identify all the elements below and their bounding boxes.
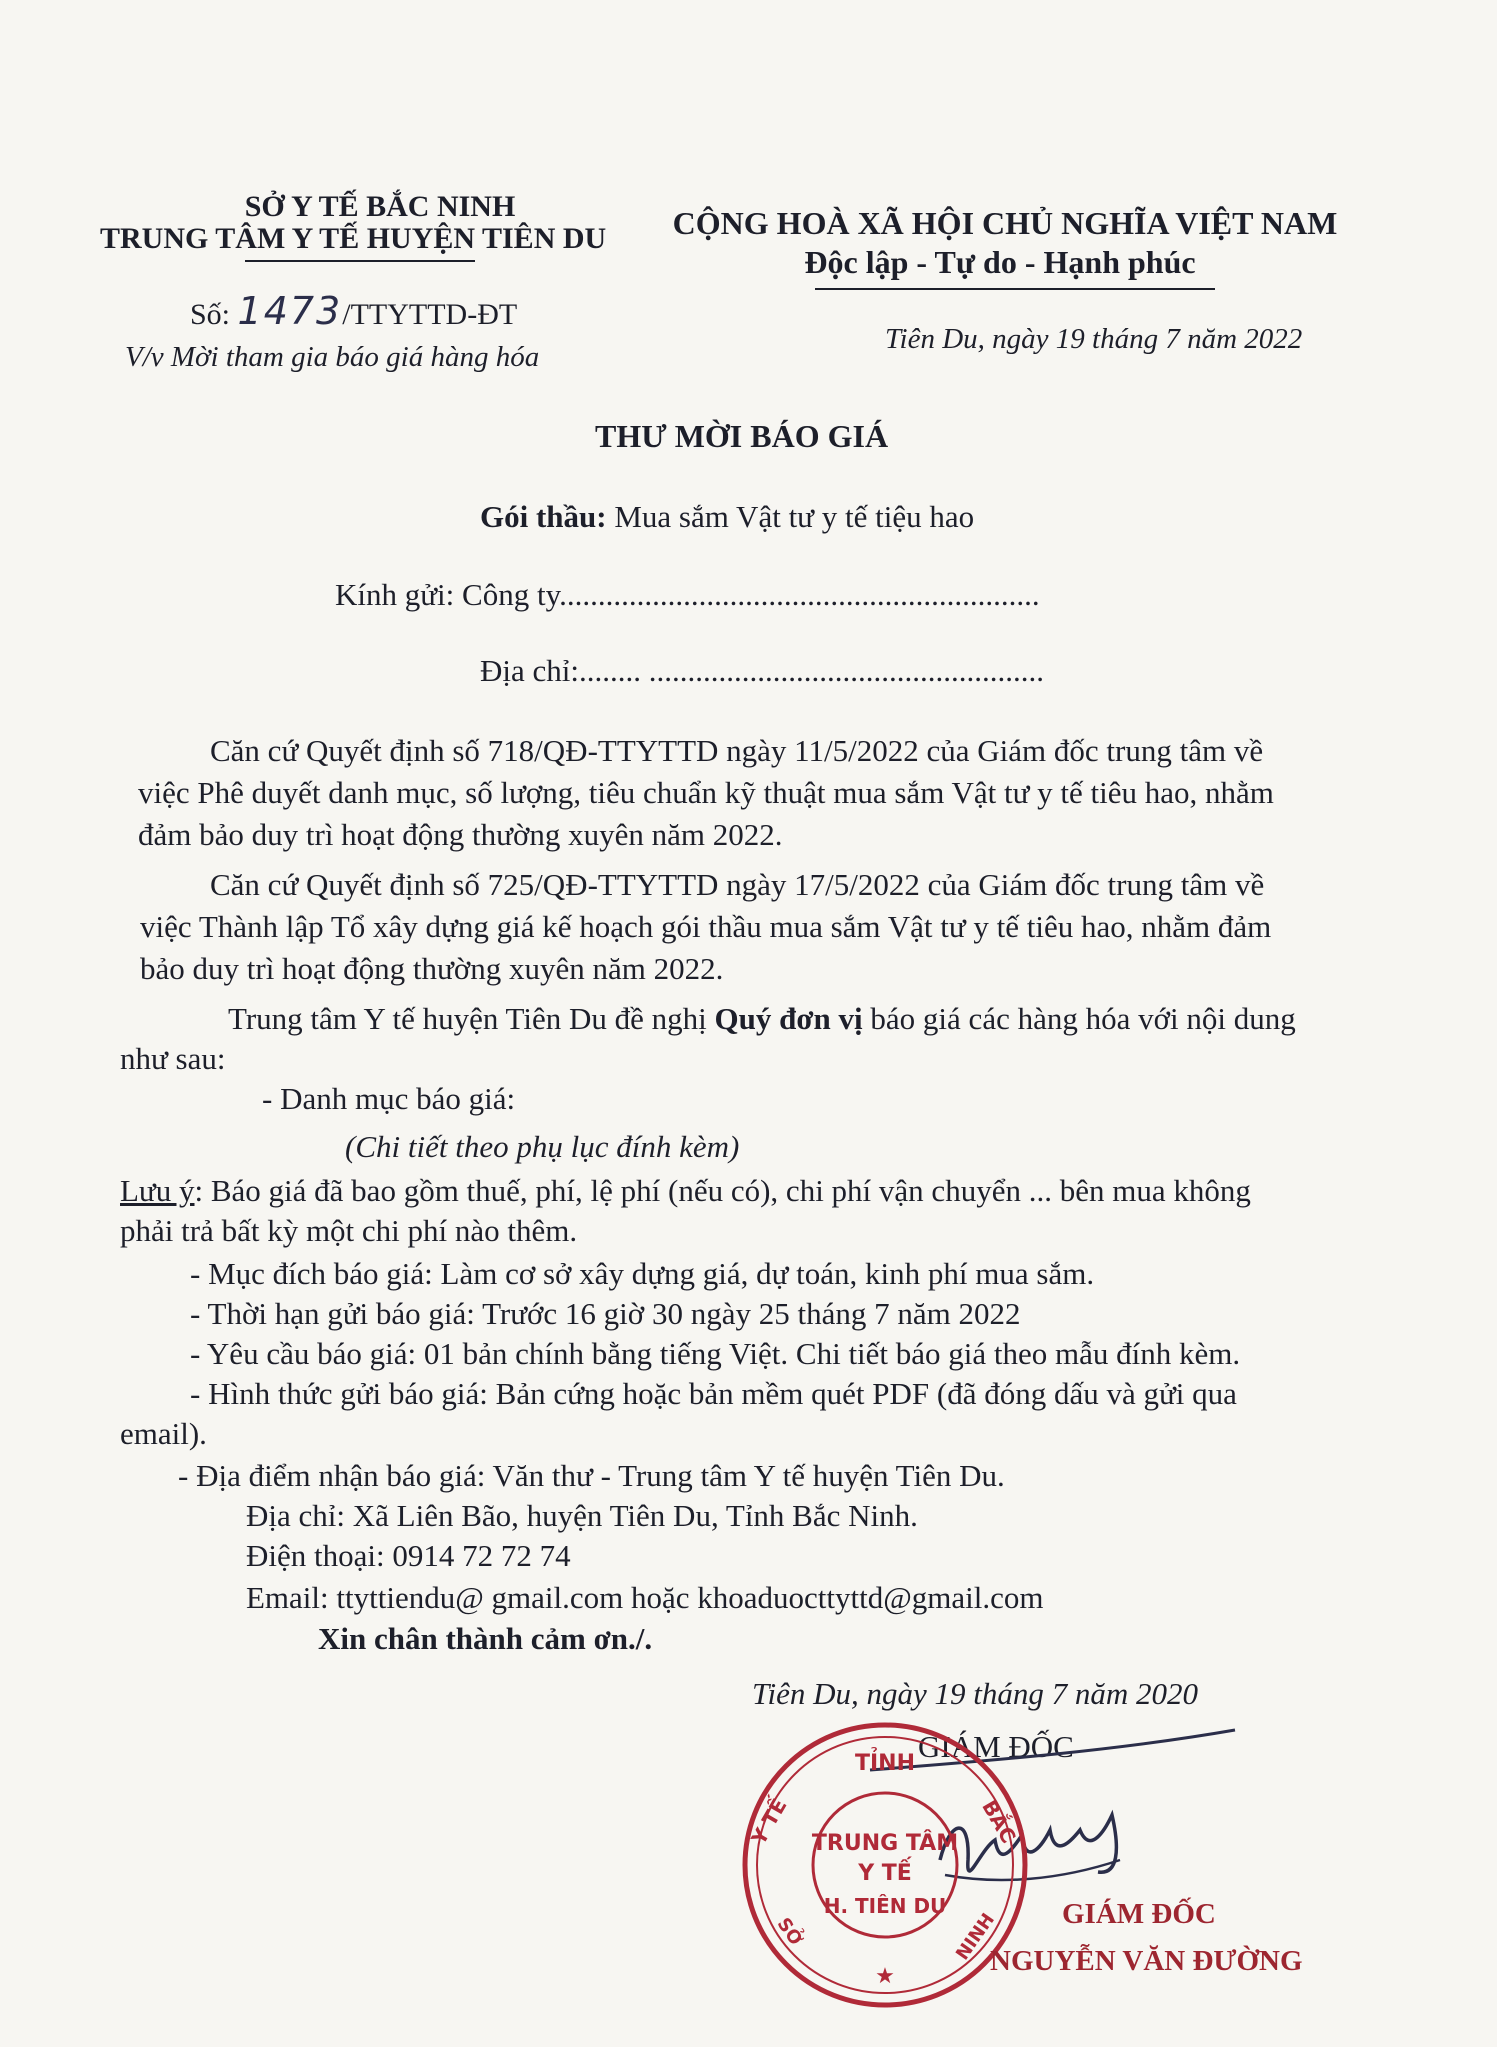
stamp-right: BẮC: [977, 1795, 1021, 1848]
list-label: - Danh mục báo giá:: [262, 1081, 516, 1116]
para3-line2: như sau:: [120, 1041, 226, 1076]
signatory-name: NGUYỄN VĂN ĐƯỜNG: [990, 1945, 1303, 1977]
para1-line2: việc Phê duyết danh mục, số lượng, tiêu chuẩn kỹ thuật mua sắm Vật tư y tế tiêu hao, nhằm: [138, 775, 1274, 810]
stamp-center-2: Y TẾ: [858, 1861, 912, 1886]
stamp-bottom-right: NINH: [952, 1909, 999, 1965]
para3-start: Trung tâm Y tế huyện Tiên Du đề nghị: [228, 1001, 715, 1036]
para3-bold: Quý đơn vị: [714, 1001, 863, 1036]
package-line: [480, 498, 974, 536]
para1-line3: đảm bảo duy trì hoạt động thường xuyên năm 2022.: [138, 817, 783, 852]
stamp-center-1: TRUNG TÂM: [811, 1831, 959, 1856]
agency-name: TRUNG TÂM Y TẾ HUYỆN TIÊN DU: [100, 222, 607, 255]
country-name: CỘNG HOÀ XÃ HỘI CHỦ NGHĨA VIỆT NAM: [672, 205, 1338, 241]
signature-area: [700, 1700, 1260, 2030]
stamp-left: Y TẾ: [746, 1794, 792, 1849]
agency-underline: [245, 260, 475, 262]
signature-flourish: [870, 1730, 1235, 1770]
para2-line3: bảo duy trì hoạt động thường xuyên năm 2022.: [140, 951, 724, 986]
place-date: Tiên Du, ngày 19 tháng 7 năm 2022: [885, 323, 1303, 355]
agency-parent: SỞ Y TẾ BẮC NINH: [244, 190, 516, 223]
package-value: Mua sắm Vật tư y tế tiệu hao: [614, 499, 975, 534]
stamp-top: TỈNH: [854, 1751, 916, 1776]
document-number: [190, 289, 518, 334]
para3-line1: [228, 1000, 1296, 1038]
note-label: Lưu ý: [120, 1173, 195, 1208]
handwritten-signature-icon: [940, 1815, 1116, 1872]
recipient-label: Kính gửi: Công ty: [335, 577, 560, 612]
recipient-dots: ..............................................................: [559, 577, 1040, 612]
address-line: [480, 652, 1044, 690]
address-dots: ........ ...................................................: [579, 653, 1044, 688]
stamp-bottom-left: SỞ: [772, 1914, 807, 1950]
item-purpose: - Mục đích báo giá: Làm cơ sở xây dựng giá, dự toán, kinh phí mua sắm.: [190, 1256, 1095, 1291]
para2-line2: việc Thành lập Tổ xây dựng giá kế hoạch gói thầu mua sắm Vật tư y tế tiêu hao, nhằm đảm: [140, 909, 1272, 944]
motto-underline: [815, 288, 1215, 290]
item-location: - Địa điểm nhận báo giá: Văn thư - Trung tâm Y tế huyện Tiên Du.: [178, 1458, 1005, 1493]
document-subject: V/v Mời tham gia báo giá hàng hóa: [125, 341, 540, 373]
number-suffix: /TTYTTD-ĐT: [342, 298, 518, 331]
para1-line1: Căn cứ Quyết định số 718/QĐ-TTYTTD ngày 11/5/2022 của Giám đốc trung tâm về: [210, 733, 1264, 768]
recipient-line: [335, 576, 1040, 614]
note-line1: [120, 1172, 1251, 1210]
para3-end: báo giá các hàng hóa với nội dung: [862, 1001, 1296, 1036]
contact-email: Email: ttyttiendu@ gmail.com hoặc khoaduocttyttd@gmail.com: [246, 1580, 1044, 1615]
address-label: Địa chỉ:: [480, 653, 579, 688]
signature-place-date: Tiên Du, ngày 19 tháng 7 năm 2020: [752, 1676, 1199, 1711]
package-label: Gói thầu:: [480, 499, 607, 534]
stamp-center-3: H. TIÊN DU: [823, 1894, 947, 1918]
detail-note: (Chi tiết theo phụ lục đính kèm): [345, 1129, 740, 1164]
contact-phone: Điện thoại: 0914 72 72 74: [246, 1538, 571, 1573]
signature-title: GIÁM ĐỐC: [918, 1729, 1074, 1764]
note-text: : Báo giá đã bao gồm thuế, phí, lệ phí (nếu có), chi phí vận chuyển ... bên mua không: [194, 1173, 1251, 1208]
stamp-star-icon: ★: [875, 1963, 895, 1988]
contact-address: Địa chỉ: Xã Liên Bão, huyện Tiên Du, Tỉnh Bắc Ninh.: [246, 1498, 918, 1533]
item-format: - Hình thức gửi báo giá: Bản cứng hoặc bản mềm quét PDF (đã đóng dấu và gửi qua: [190, 1376, 1237, 1411]
item-format-cont: email).: [120, 1416, 207, 1451]
official-stamp-icon: [744, 1725, 1025, 2005]
thanks: Xin chân thành cảm ơn./.: [318, 1621, 653, 1656]
motto: Độc lập - Tự do - Hạnh phúc: [804, 244, 1196, 280]
signatory-title: GIÁM ĐỐC: [1062, 1898, 1216, 1930]
number-prefix: Số:: [190, 298, 231, 331]
document-title: THƯ MỜI BÁO GIÁ: [595, 418, 889, 454]
note-line2: phải trả bất kỳ một chi phí nào thêm.: [120, 1213, 578, 1248]
item-requirement: - Yêu cầu báo giá: 01 bản chính bằng tiếng Việt. Chi tiết báo giá theo mẫu đính kèm.: [190, 1336, 1241, 1371]
para2-line1: Căn cứ Quyết định số 725/QĐ-TTYTTD ngày 17/5/2022 của Giám đốc trung tâm về: [210, 867, 1265, 902]
number-handwritten: 1473: [237, 289, 343, 333]
item-deadline: - Thời hạn gửi báo giá: Trước 16 giờ 30 ngày 25 tháng 7 năm 2022: [190, 1296, 1021, 1331]
